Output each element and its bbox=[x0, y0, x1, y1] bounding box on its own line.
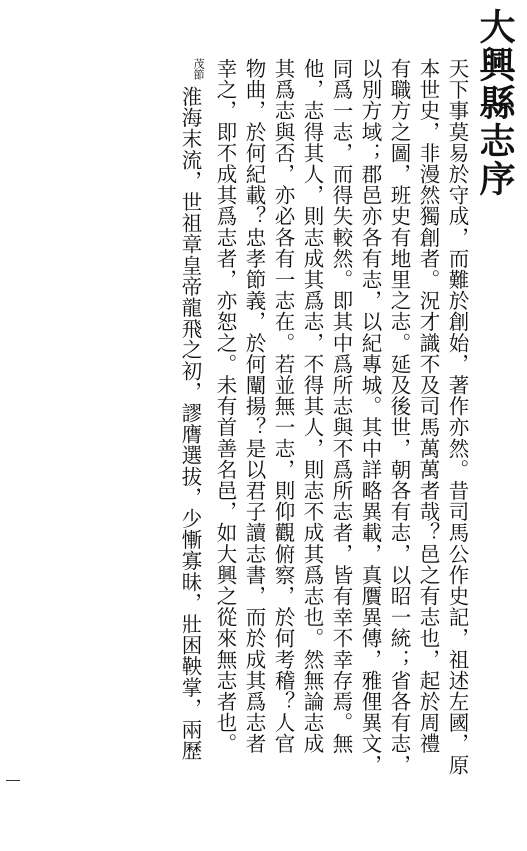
text-line: 有職方之圖，班史有地里之志。延及後世，朝各有志，以昭一統；省各有志， bbox=[387, 58, 411, 776]
interlinear-note: 茂節 bbox=[192, 58, 205, 80]
text-line: 本世史，非漫然獨創者。況才識不及司馬萬萬者哉？邑之有志也，起於周禮 bbox=[416, 58, 440, 755]
text-line: 他，志得其人，則志成其爲志，不得其人，則志不成其爲志也。然無論志成 bbox=[300, 58, 324, 755]
text-line-final-body: 淮海末流，世祖章皇帝龍飛之初，謬膺選拔，少慚寡昧，壯困鞅掌，兩歷 bbox=[178, 86, 202, 762]
preface-body bbox=[51, 58, 471, 848]
text-line: 同爲一志，而得失較然。即其中爲所志與不爲所志者，皆有幸不幸存焉。無 bbox=[329, 58, 353, 755]
preface-title: 大興縣志序 bbox=[474, 8, 516, 198]
text-line: 其爲志與否，亦必各有一志在。若並無一志，則仰觀俯察，於何考稽？人官 bbox=[271, 58, 295, 755]
text-line: 物曲，於何紀載？忠孝節義，於何闡揚？是以君子讀志書，而於成其爲志者 bbox=[242, 58, 266, 755]
text-line: 以別方域；郡邑亦各有志，以紀專城。其中詳略異載，真贋異傳，雅俚異文， bbox=[358, 58, 382, 776]
margin-mark bbox=[6, 780, 20, 781]
text-line: 天下事莫易於守成，而難於創始，著作亦然。昔司馬公作史記，祖述左國，原 bbox=[445, 58, 469, 776]
text-line-final bbox=[175, 58, 204, 848]
text-line: 幸之，即不成其爲志者，亦恕之。未有首善名邑，如大興之從來無志者也。 bbox=[213, 58, 237, 755]
